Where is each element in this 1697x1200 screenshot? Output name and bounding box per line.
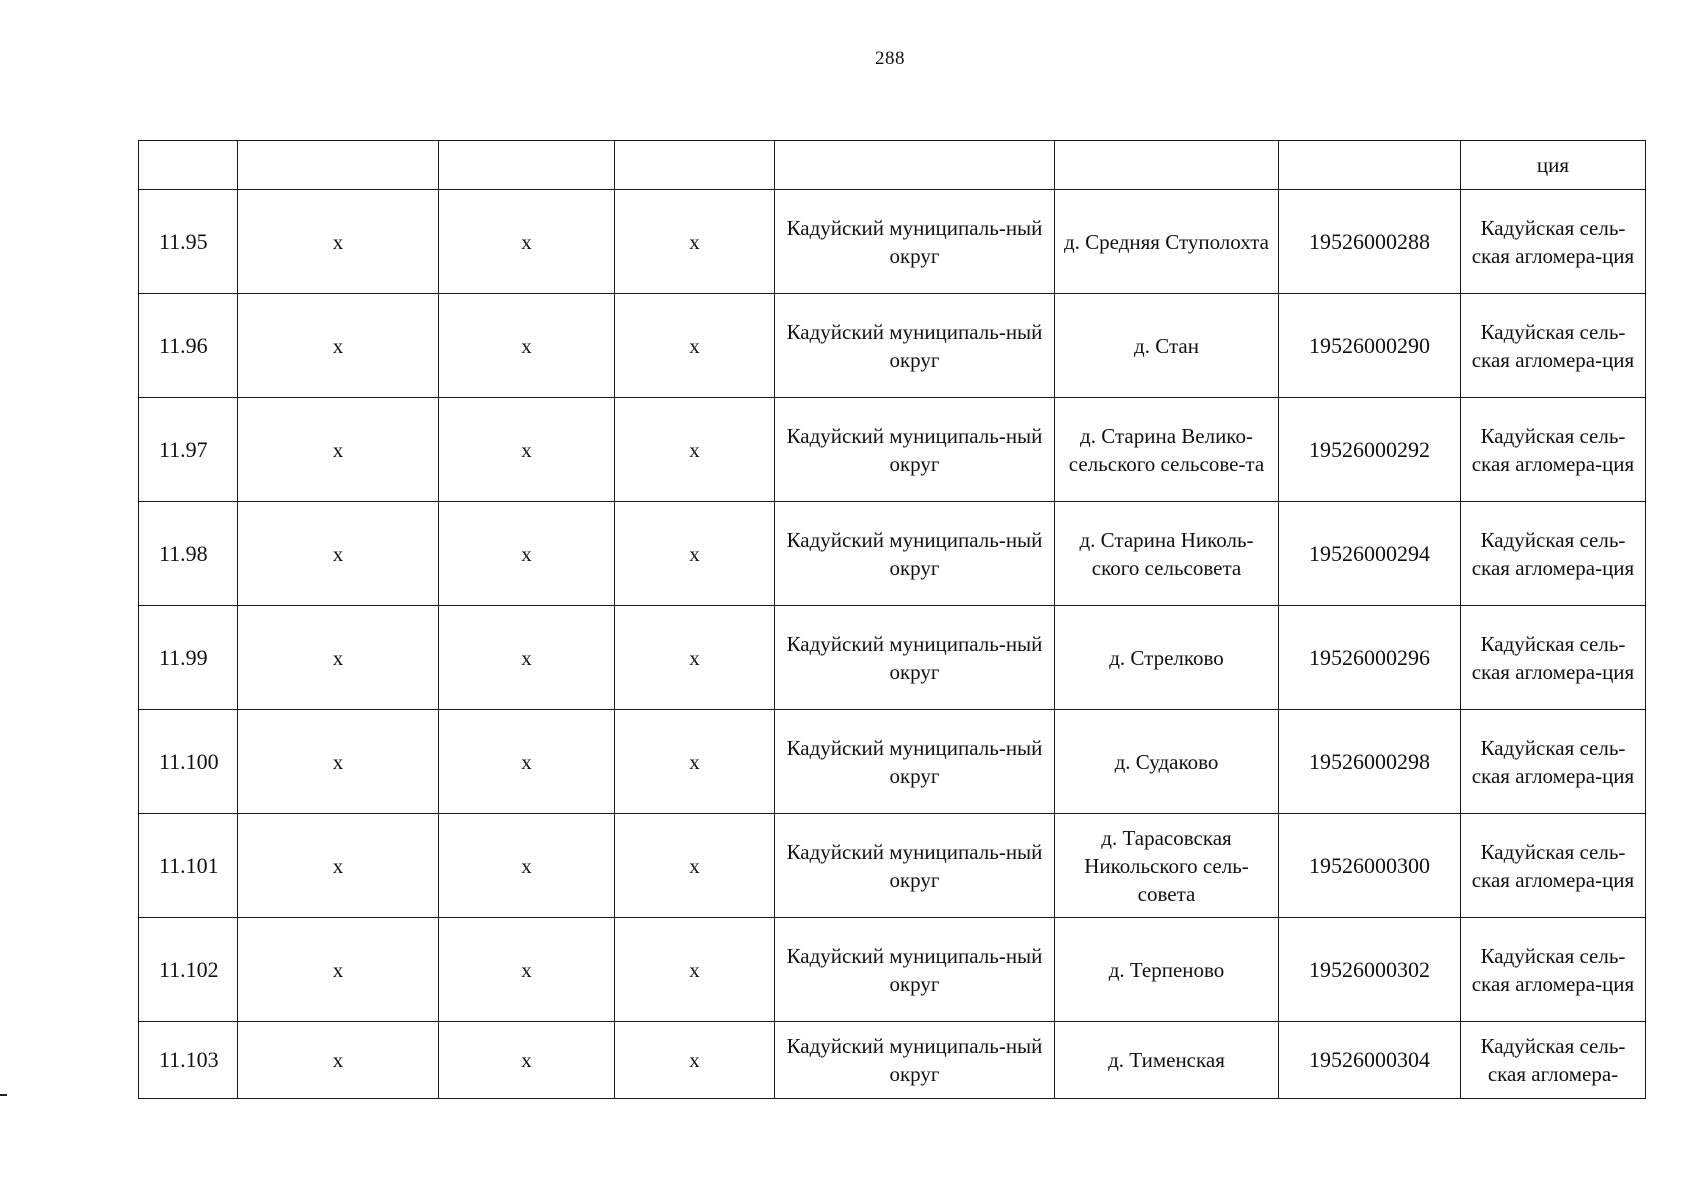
district-cell: Кадуйский муниципаль-ный округ <box>775 502 1055 606</box>
settlement-cell: д. Терпеново <box>1055 918 1279 1022</box>
agglomeration-continuation-cell: ция <box>1461 141 1646 190</box>
agglomeration-cell: Кадуйская сель-ская агломера-ция <box>1461 190 1646 294</box>
row-number-cell: 11.96 <box>139 294 238 398</box>
agglomeration-cell: Кадуйская сель-ская агломера-ция <box>1461 398 1646 502</box>
x-mark-cell: x <box>615 190 775 294</box>
agglomeration-cell: Кадуйская сель-ская агломера-ция <box>1461 918 1646 1022</box>
x-mark-cell: x <box>439 190 615 294</box>
x-mark-cell: x <box>238 190 439 294</box>
x-mark-cell: x <box>238 710 439 814</box>
row-number-cell: 11.97 <box>139 398 238 502</box>
table-cell <box>775 141 1055 190</box>
x-mark-cell: x <box>615 814 775 918</box>
settlement-cell: д. Старина Велико-сельского сельсове-та <box>1055 398 1279 502</box>
district-cell: Кадуйский муниципаль-ный округ <box>775 398 1055 502</box>
table-row <box>139 606 1646 710</box>
x-mark-cell: x <box>439 502 615 606</box>
district-cell: Кадуйский муниципаль-ный округ <box>775 606 1055 710</box>
oktmo-code-cell: 19526000288 <box>1279 190 1461 294</box>
agglomeration-cell: Кадуйская сель-ская агломера-ция <box>1461 606 1646 710</box>
settlement-cell: д. Стрелково <box>1055 606 1279 710</box>
table-cell <box>439 141 615 190</box>
oktmo-code-cell: 19526000296 <box>1279 606 1461 710</box>
row-number-cell: 11.99 <box>139 606 238 710</box>
row-number-cell: 11.101 <box>139 814 238 918</box>
district-cell: Кадуйский муниципаль-ный округ <box>775 918 1055 1022</box>
settlements-table <box>138 140 1646 1099</box>
table-row <box>139 1022 1646 1099</box>
x-mark-cell: x <box>615 294 775 398</box>
x-mark-cell: x <box>439 814 615 918</box>
x-mark-cell: x <box>439 398 615 502</box>
oktmo-code-cell: 19526000294 <box>1279 502 1461 606</box>
row-number-cell: 11.100 <box>139 710 238 814</box>
oktmo-code-cell: 19526000300 <box>1279 814 1461 918</box>
table-row <box>139 814 1646 918</box>
x-mark-cell: x <box>439 710 615 814</box>
page-number: 288 <box>875 48 905 69</box>
table-row <box>139 710 1646 814</box>
x-mark-cell: x <box>439 606 615 710</box>
x-mark-cell: x <box>615 606 775 710</box>
x-mark-cell: x <box>238 918 439 1022</box>
x-mark-cell: x <box>238 294 439 398</box>
x-mark-cell: x <box>238 398 439 502</box>
x-mark-cell: x <box>439 294 615 398</box>
district-cell: Кадуйский муниципаль-ный округ <box>775 294 1055 398</box>
table-row <box>139 398 1646 502</box>
settlement-cell: д. Тименская <box>1055 1022 1279 1099</box>
row-number-cell: 11.102 <box>139 918 238 1022</box>
table-cell <box>615 141 775 190</box>
table-row <box>139 918 1646 1022</box>
district-cell: Кадуйский муниципаль-ный округ <box>775 1022 1055 1099</box>
table-cell <box>1055 141 1279 190</box>
x-mark-cell: x <box>238 814 439 918</box>
margin-mark <box>0 1094 7 1096</box>
district-cell: Кадуйский муниципаль-ный округ <box>775 190 1055 294</box>
table-row <box>139 502 1646 606</box>
x-mark-cell: x <box>615 398 775 502</box>
settlement-cell: д. Судаково <box>1055 710 1279 814</box>
row-number-cell: 11.103 <box>139 1022 238 1099</box>
oktmo-code-cell: 19526000304 <box>1279 1022 1461 1099</box>
x-mark-cell: x <box>238 1022 439 1099</box>
x-mark-cell: x <box>615 502 775 606</box>
settlement-cell: д. Тарасовская Никольского сель-совета <box>1055 814 1279 918</box>
agglomeration-cell: Кадуйская сель-ская агломера-ция <box>1461 814 1646 918</box>
table-row <box>139 294 1646 398</box>
district-cell: Кадуйский муниципаль-ный округ <box>775 710 1055 814</box>
table-row <box>139 190 1646 294</box>
x-mark-cell: x <box>615 1022 775 1099</box>
settlement-cell: д. Средняя Ступолохта <box>1055 190 1279 294</box>
oktmo-code-cell: 19526000292 <box>1279 398 1461 502</box>
oktmo-code-cell: 19526000290 <box>1279 294 1461 398</box>
x-mark-cell: x <box>615 710 775 814</box>
agglomeration-cell: Кадуйская сель-ская агломера-ция <box>1461 502 1646 606</box>
table-cell <box>1279 141 1461 190</box>
continuation-row <box>139 141 1646 190</box>
x-mark-cell: x <box>439 1022 615 1099</box>
x-mark-cell: x <box>439 918 615 1022</box>
agglomeration-cell: Кадуйская сель-ская агломера-ция <box>1461 710 1646 814</box>
table-cell <box>139 141 238 190</box>
oktmo-code-cell: 19526000302 <box>1279 918 1461 1022</box>
district-cell: Кадуйский муниципаль-ный округ <box>775 814 1055 918</box>
table-cell <box>238 141 439 190</box>
x-mark-cell: x <box>615 918 775 1022</box>
agglomeration-cell: Кадуйская сель-ская агломера-ция <box>1461 294 1646 398</box>
x-mark-cell: x <box>238 502 439 606</box>
row-number-cell: 11.95 <box>139 190 238 294</box>
agglomeration-cell: Кадуйская сель-ская агломера- <box>1461 1022 1646 1099</box>
row-number-cell: 11.98 <box>139 502 238 606</box>
oktmo-code-cell: 19526000298 <box>1279 710 1461 814</box>
settlement-cell: д. Стан <box>1055 294 1279 398</box>
settlement-cell: д. Старина Николь-ского сельсовета <box>1055 502 1279 606</box>
x-mark-cell: x <box>238 606 439 710</box>
